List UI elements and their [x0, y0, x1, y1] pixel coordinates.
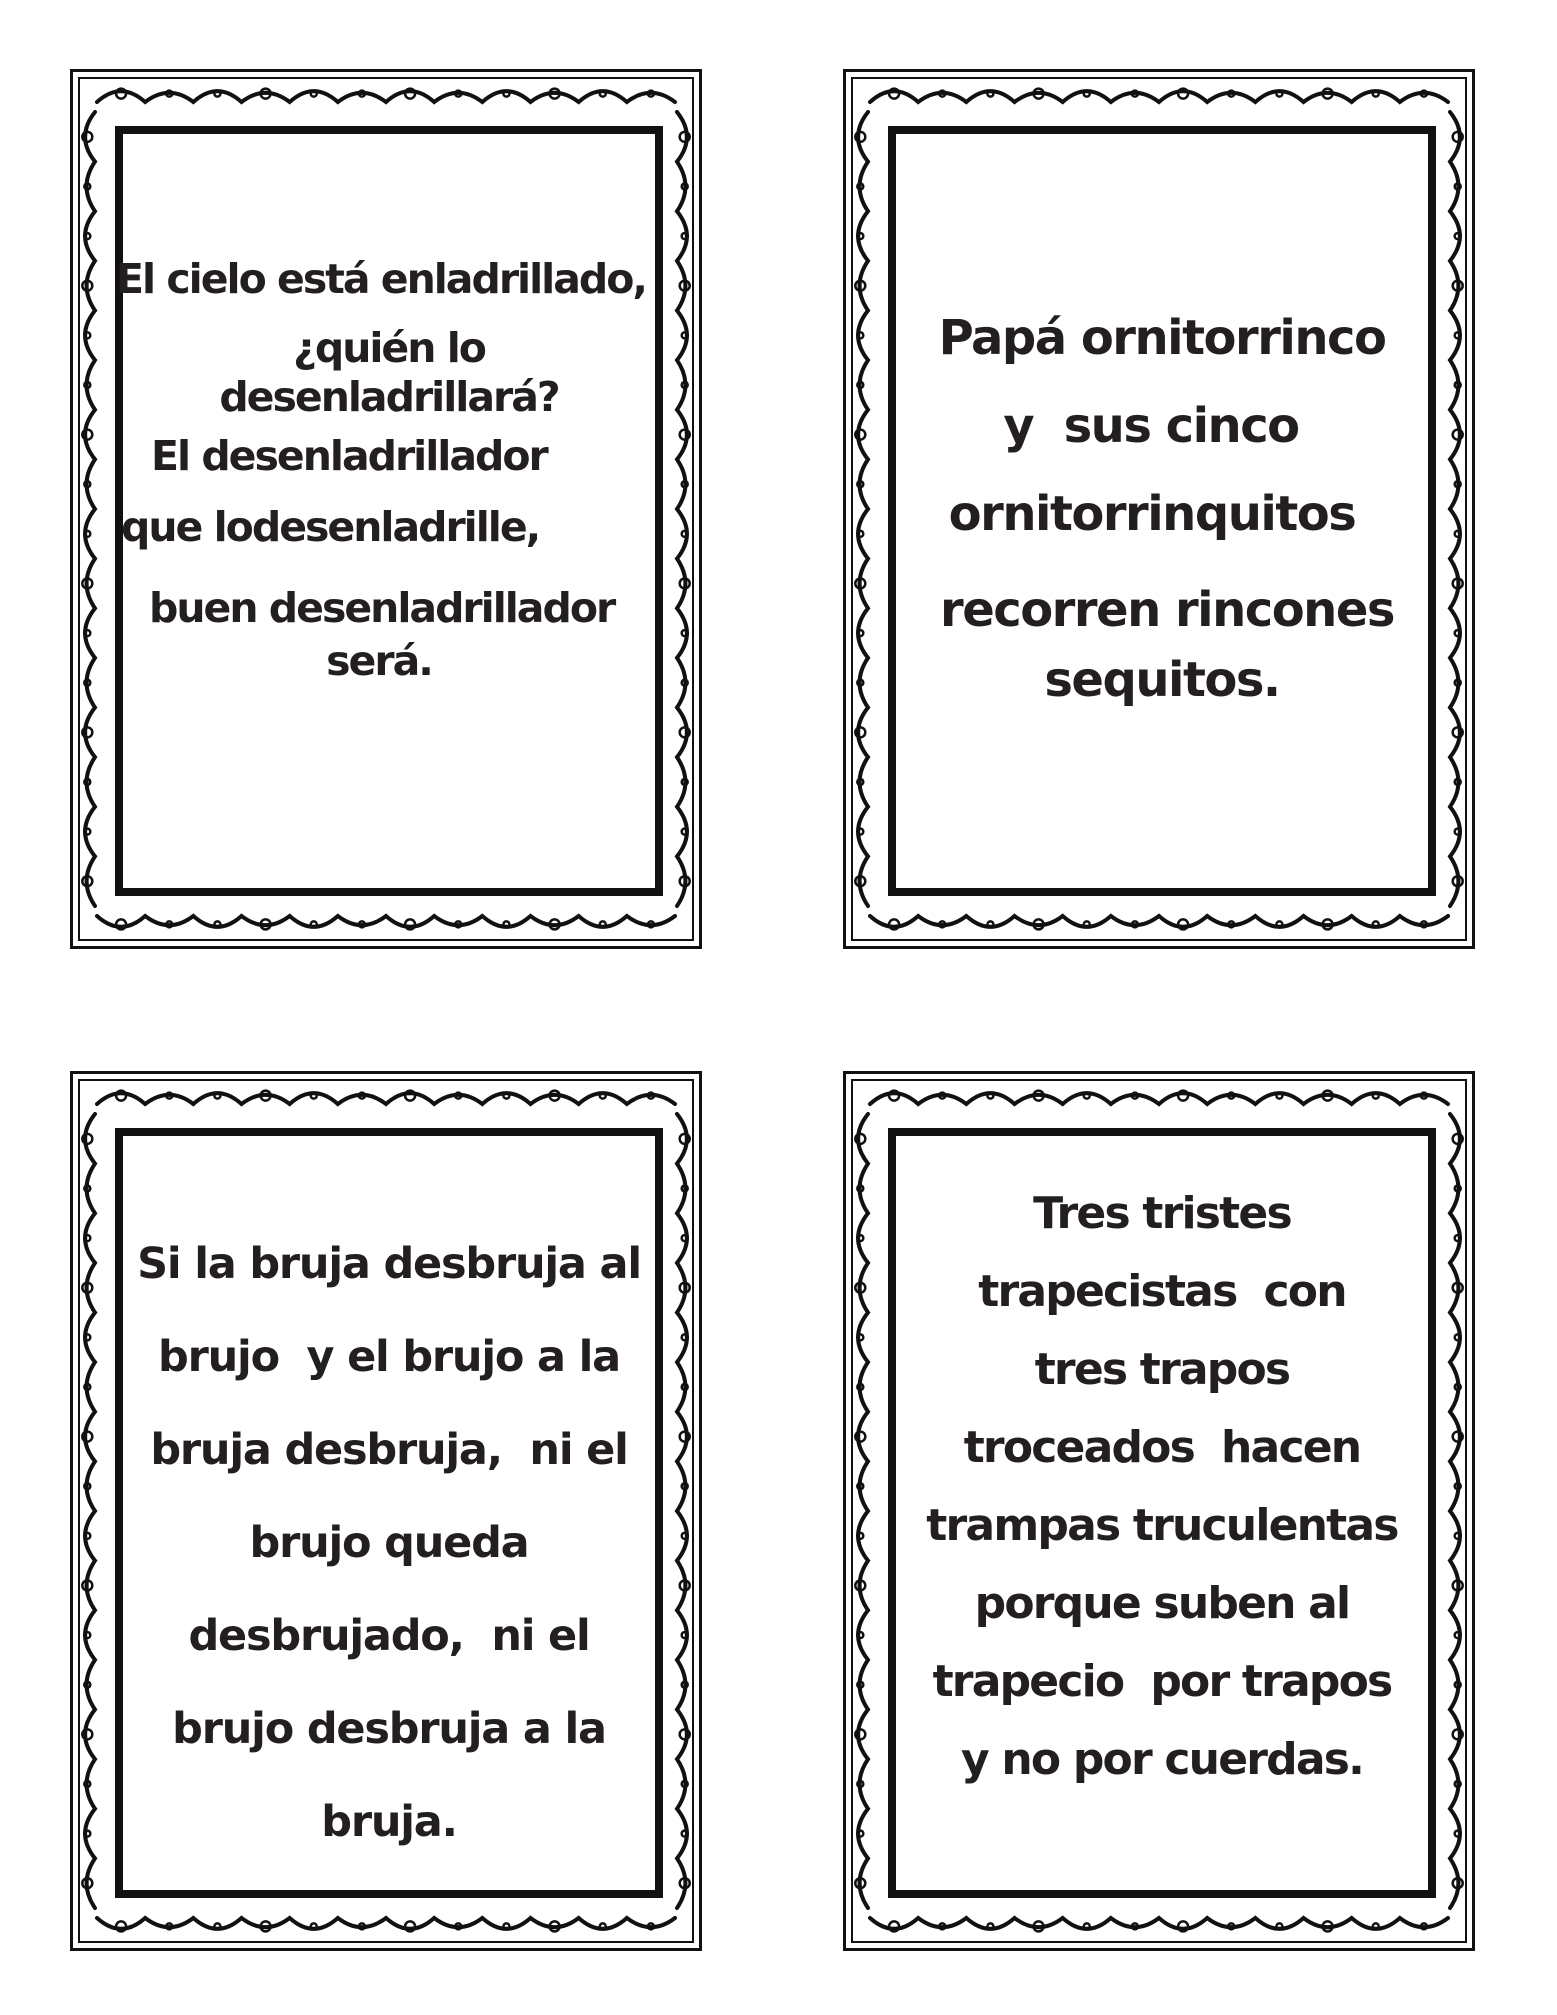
tongue-twister-card-1: [70, 69, 702, 949]
text-line: recorren rincones: [940, 582, 1394, 638]
doodle-curl: [503, 1093, 509, 1099]
text-line: bruja.: [321, 1797, 457, 1847]
doodle-curl: [682, 1235, 688, 1241]
doodle-scallop: [870, 91, 1448, 102]
doodle-curl: [84, 1334, 90, 1340]
text-line: El desenladrillador: [151, 432, 547, 480]
doodle-scallop: [97, 91, 675, 102]
doodle-curl: [311, 1923, 317, 1929]
doodle-curl: [84, 233, 90, 239]
doodle-curl: [1276, 91, 1282, 97]
doodle-scallop: [870, 1093, 1448, 1104]
tongue-twister-text: [116, 134, 651, 888]
doodle-curl: [1084, 91, 1090, 97]
doodle-curl: [84, 1632, 90, 1638]
doodle-scallop: [858, 1114, 868, 1908]
doodle-curl: [503, 1923, 509, 1929]
doodle-curl: [214, 1093, 220, 1099]
doodle-curl: [214, 91, 220, 97]
doodle-curl: [682, 1632, 688, 1638]
doodle-scallop: [85, 112, 95, 906]
doodle-curl: [682, 1533, 688, 1539]
doodle-scallop: [870, 916, 1448, 927]
doodle-curl: [84, 531, 90, 537]
doodle-curl: [857, 1533, 863, 1539]
doodle-curl: [857, 1632, 863, 1638]
doodle-curl: [682, 332, 688, 338]
doodle-curl: [84, 1533, 90, 1539]
doodle-curl: [84, 1831, 90, 1837]
doodle-curl: [503, 921, 509, 927]
doodle-scallop: [870, 1918, 1448, 1929]
doodle-curl: [1455, 1831, 1461, 1837]
doodle-curl: [857, 332, 863, 338]
doodle-curl: [1455, 1632, 1461, 1638]
text-line: brujo queda: [249, 1518, 529, 1568]
doodle-curl: [682, 630, 688, 636]
doodle-curl: [682, 1831, 688, 1837]
doodle-scallop: [1450, 1114, 1460, 1908]
doodle-curl: [1373, 921, 1379, 927]
text-line: Tres tristes: [1033, 1188, 1291, 1239]
doodle-curl: [311, 921, 317, 927]
doodle-curl: [311, 1093, 317, 1099]
text-line: sequitos.: [1044, 652, 1280, 708]
doodle-curl: [857, 630, 863, 636]
doodle-curl: [600, 921, 606, 927]
doodle-curl: [857, 233, 863, 239]
text-line: ornitorrinquitos: [948, 486, 1356, 542]
text-line: troceados hacen: [963, 1422, 1361, 1473]
text-line: El cielo está enladrillado,: [116, 255, 646, 303]
tongue-twister-card-3: [70, 1071, 702, 1951]
doodle-curl: [214, 921, 220, 927]
doodle-curl: [1455, 332, 1461, 338]
doodle-curl: [1455, 829, 1461, 835]
doodle-curl: [1276, 1923, 1282, 1929]
doodle-curl: [1373, 1093, 1379, 1099]
doodle-curl: [857, 1831, 863, 1837]
doodle-curl: [1455, 531, 1461, 537]
doodle-curl: [987, 91, 993, 97]
doodle-scallop: [97, 1093, 675, 1104]
doodle-curl: [1084, 1923, 1090, 1929]
doodle-curl: [682, 531, 688, 537]
doodle-curl: [682, 1334, 688, 1340]
text-line: tres trapos: [1034, 1344, 1290, 1395]
doodle-curl: [857, 1235, 863, 1241]
text-line: Papá ornitorrinco: [938, 310, 1386, 366]
doodle-curl: [857, 1334, 863, 1340]
doodle-curl: [214, 1923, 220, 1929]
text-line: ¿quién lo: [293, 324, 485, 372]
doodle-curl: [600, 1093, 606, 1099]
doodle-scallop: [858, 112, 868, 906]
text-line: desenladrillará?: [219, 373, 559, 421]
text-line: y no por cuerdas.: [960, 1734, 1364, 1785]
tongue-twister-text: [900, 134, 1424, 888]
doodle-curl: [682, 233, 688, 239]
tongue-twister-text: [127, 1136, 651, 1890]
text-line: trapecistas con: [978, 1266, 1346, 1317]
doodle-curl: [1276, 1093, 1282, 1099]
doodle-curl: [600, 1923, 606, 1929]
text-line: desbrujado, ni el: [188, 1611, 590, 1661]
doodle-curl: [1084, 921, 1090, 927]
text-line: bruja desbruja, ni el: [150, 1425, 628, 1475]
card-text-panel: [115, 1128, 663, 1898]
doodle-curl: [682, 829, 688, 835]
text-line: que lodesenladrille,: [121, 503, 540, 551]
doodle-curl: [503, 91, 509, 97]
text-line: Si la bruja desbruja al: [137, 1239, 641, 1289]
text-line: será.: [326, 637, 432, 685]
text-line: brujo y el brujo a la: [158, 1332, 620, 1382]
tongue-twister-text: [900, 1136, 1424, 1890]
doodle-curl: [987, 1923, 993, 1929]
card-text-panel: [115, 126, 663, 896]
text-line: buen desenladrillador: [149, 584, 615, 632]
doodle-curl: [857, 531, 863, 537]
doodle-curl: [84, 829, 90, 835]
doodle-curl: [1455, 233, 1461, 239]
doodle-curl: [1276, 921, 1282, 927]
doodle-curl: [600, 91, 606, 97]
doodle-curl: [1455, 1235, 1461, 1241]
doodle-curl: [1455, 630, 1461, 636]
text-line: brujo desbruja a la: [172, 1704, 606, 1754]
text-line: trampas truculentas: [926, 1500, 1398, 1551]
doodle-scallop: [677, 112, 687, 906]
doodle-curl: [84, 630, 90, 636]
doodle-scallop: [1450, 112, 1460, 906]
doodle-curl: [84, 1235, 90, 1241]
doodle-curl: [1084, 1093, 1090, 1099]
text-line: porque suben al: [974, 1578, 1350, 1629]
tongue-twister-card-4: [843, 1071, 1475, 1951]
doodle-scallop: [85, 1114, 95, 1908]
doodle-curl: [1455, 1334, 1461, 1340]
doodle-curl: [857, 829, 863, 835]
text-line: trapecio por trapos: [932, 1656, 1392, 1707]
doodle-curl: [1373, 91, 1379, 97]
doodle-curl: [84, 332, 90, 338]
doodle-scallop: [97, 916, 675, 927]
doodle-curl: [987, 921, 993, 927]
card-text-panel: [888, 126, 1436, 896]
doodle-curl: [1455, 1533, 1461, 1539]
card-text-panel: [888, 1128, 1436, 1898]
doodle-scallop: [97, 1918, 675, 1929]
doodle-curl: [311, 91, 317, 97]
doodle-curl: [987, 1093, 993, 1099]
doodle-scallop: [677, 1114, 687, 1908]
text-line: y sus cinco: [1003, 398, 1299, 454]
tongue-twister-card-2: [843, 69, 1475, 949]
doodle-curl: [1373, 1923, 1379, 1929]
